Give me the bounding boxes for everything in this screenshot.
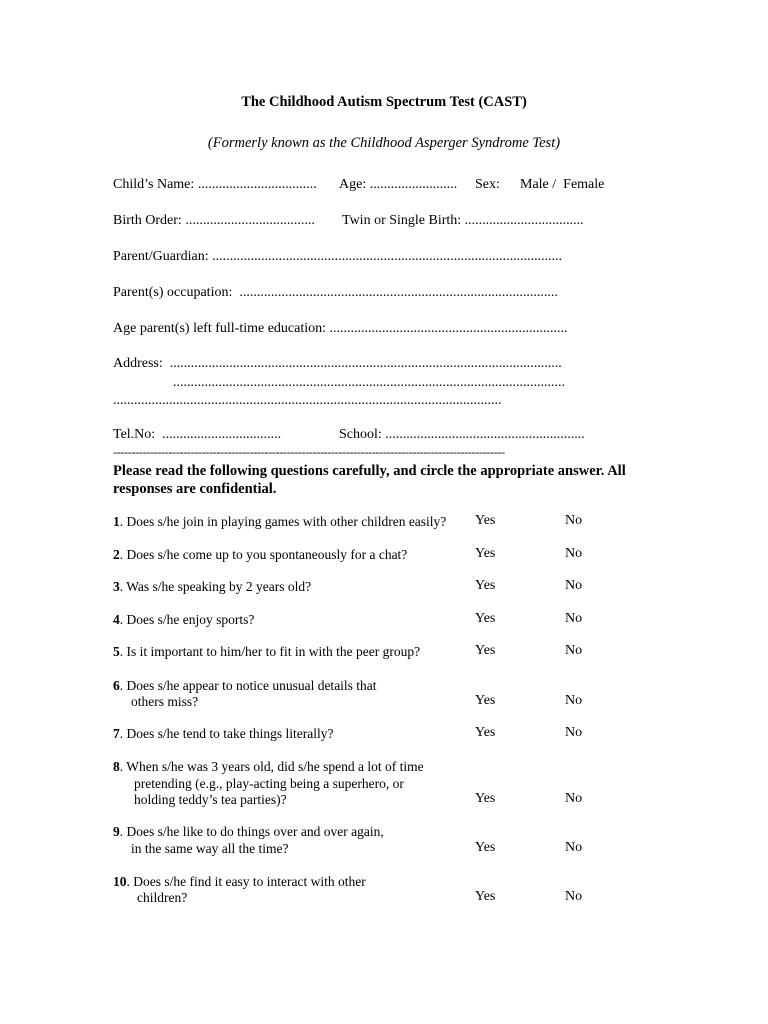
answer-no-8[interactable]: No bbox=[565, 791, 583, 806]
answer-yes-3[interactable]: Yes bbox=[475, 578, 496, 593]
question-text: . Does s/he tend to take things literally? bbox=[119, 726, 334, 741]
address-field-line2[interactable]: ................................................................................................................ bbox=[173, 375, 565, 390]
answer-no-2[interactable]: No bbox=[565, 546, 583, 561]
question-text: . Is it important to him/her to fit in with the peer group? bbox=[119, 644, 421, 659]
question-2 bbox=[113, 547, 407, 563]
question-4 bbox=[113, 612, 254, 628]
question-8-continued-2: holding teddy’s tea parties)? bbox=[134, 792, 287, 807]
question-1 bbox=[113, 514, 446, 530]
question-8-continued: pretending (e.g., play-acting being a superhero, or bbox=[134, 776, 404, 791]
answer-no-3[interactable]: No bbox=[565, 578, 583, 593]
answer-no-5[interactable]: No bbox=[565, 643, 583, 658]
address-field-line3[interactable]: ............................................................................................................... bbox=[113, 393, 502, 408]
age-field[interactable]: Age: ......................... bbox=[339, 177, 458, 192]
question-number: 2 bbox=[113, 547, 120, 562]
answer-yes-5[interactable]: Yes bbox=[475, 643, 496, 658]
answer-no-10[interactable]: No bbox=[565, 889, 583, 904]
answer-no-9[interactable]: No bbox=[565, 840, 583, 855]
question-text: . Does s/he appear to notice unusual details that bbox=[119, 678, 377, 693]
question-number: 4 bbox=[113, 612, 120, 627]
instructions-text: Please read the following questions carefully, and circle the appropriate answer. All responses are confidential. bbox=[113, 463, 626, 497]
parent-guardian-field[interactable]: Parent/Guardian: .................................................................................................... bbox=[113, 249, 563, 264]
answer-yes-9[interactable]: Yes bbox=[475, 840, 496, 855]
question-7 bbox=[113, 726, 333, 742]
answer-no-1[interactable]: No bbox=[565, 513, 583, 528]
answer-no-4[interactable]: No bbox=[565, 611, 583, 626]
answer-yes-10[interactable]: Yes bbox=[475, 889, 496, 904]
tel-no-field[interactable]: Tel.No: .................................. bbox=[113, 427, 282, 442]
question-9 bbox=[113, 824, 384, 840]
question-text: . Was s/he speaking by 2 years old? bbox=[119, 579, 312, 594]
question-number: 8 bbox=[113, 759, 120, 774]
answer-yes-1[interactable]: Yes bbox=[475, 513, 496, 528]
separator-line: ---------------------------------------------------------------------------------------------------------- bbox=[113, 445, 505, 459]
question-number: 6 bbox=[113, 678, 120, 693]
form-title: The Childhood Autism Spectrum Test (CAST) bbox=[241, 94, 527, 110]
question-6 bbox=[113, 678, 377, 694]
question-number: 9 bbox=[113, 824, 120, 839]
question-text: . Does s/he find it easy to interact with other bbox=[126, 874, 366, 889]
sex-options[interactable]: Male / Female bbox=[520, 177, 605, 192]
answer-yes-8[interactable]: Yes bbox=[475, 791, 496, 806]
question-text: . Does s/he like to do things over and over again, bbox=[119, 824, 384, 839]
school-field[interactable]: School: ......................................................... bbox=[339, 427, 585, 442]
question-6-continued: others miss? bbox=[131, 694, 199, 709]
question-text: . Does s/he enjoy sports? bbox=[119, 612, 255, 627]
question-number: 3 bbox=[113, 579, 120, 594]
answer-no-6[interactable]: No bbox=[565, 693, 583, 708]
age-left-education-field[interactable]: Age parent(s) left full-time education: .................................................................... bbox=[113, 321, 568, 336]
address-field-line1[interactable]: Address: ................................................................................................................ bbox=[113, 356, 562, 371]
question-number: 7 bbox=[113, 726, 120, 741]
parent-occupation-field[interactable]: Parent(s) occupation: ........................................................................................... bbox=[113, 285, 558, 300]
question-9-continued: in the same way all the time? bbox=[131, 841, 289, 856]
answer-no-7[interactable]: No bbox=[565, 725, 583, 740]
question-number: 1 bbox=[113, 514, 120, 529]
question-8 bbox=[113, 759, 424, 775]
answer-yes-7[interactable]: Yes bbox=[475, 725, 496, 740]
question-text: . Does s/he join in playing games with other children easily? bbox=[119, 514, 447, 529]
question-text: . When s/he was 3 years old, did s/he spend a lot of time bbox=[119, 759, 424, 774]
question-number: 5 bbox=[113, 644, 120, 659]
question-number: 10 bbox=[113, 874, 127, 889]
question-3 bbox=[113, 579, 311, 595]
childs-name-field[interactable]: Child’s Name: .................................. bbox=[113, 177, 317, 192]
question-5 bbox=[113, 644, 420, 660]
twin-single-field[interactable]: Twin or Single Birth: .................................. bbox=[342, 213, 584, 228]
question-text: . Does s/he come up to you spontaneously for a chat? bbox=[119, 547, 408, 562]
question-10 bbox=[113, 874, 366, 890]
form-subtitle: (Formerly known as the Childhood Asperger Syndrome Test) bbox=[207, 135, 561, 151]
answer-yes-6[interactable]: Yes bbox=[475, 693, 496, 708]
sex-label: Sex: bbox=[475, 177, 500, 192]
answer-yes-4[interactable]: Yes bbox=[475, 611, 496, 626]
question-10-continued: children? bbox=[137, 890, 188, 905]
answer-yes-2[interactable]: Yes bbox=[475, 546, 496, 561]
birth-order-field[interactable]: Birth Order: ..................................... bbox=[113, 213, 315, 228]
